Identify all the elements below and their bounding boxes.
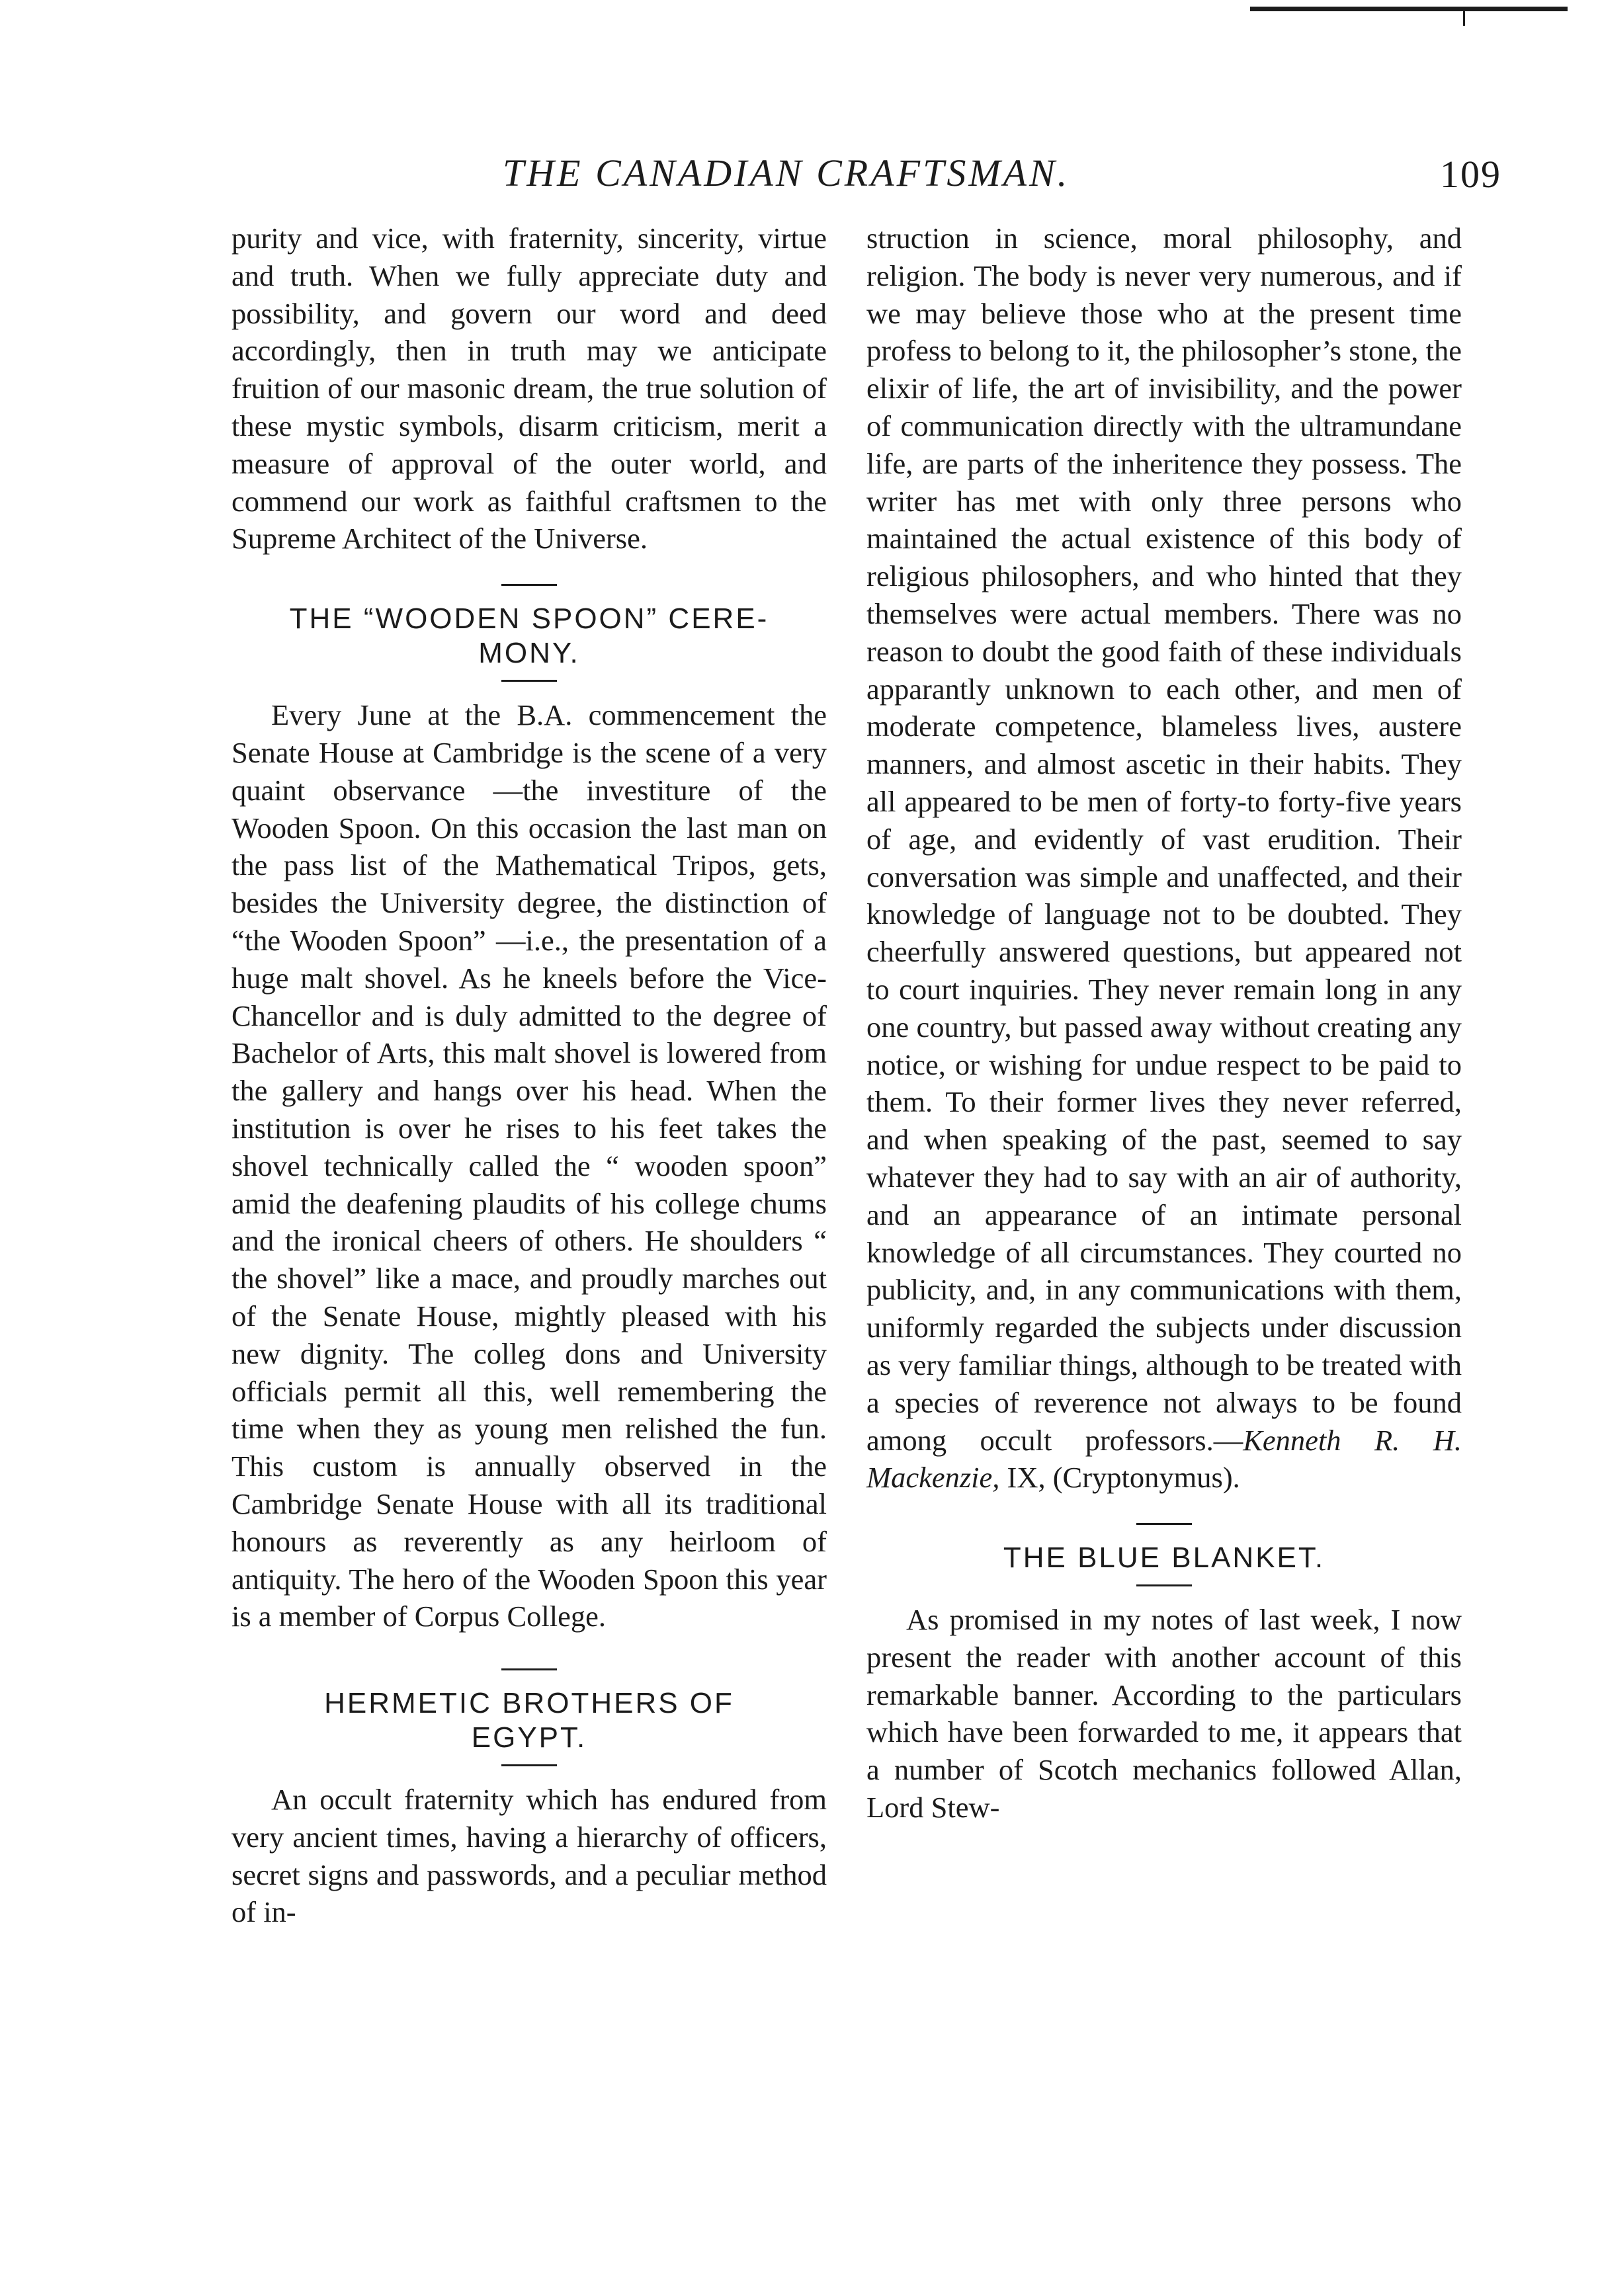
hermetic-paragraph-continued <box>866 220 1462 1496</box>
wooden-spoon-paragraph: Every June at the B.A. commencement the Senate House at Cambridge is the scene of a very quaint observance —the investiture of the Wooden Spoon. On this occasion the last man on the pass list of the Mathematical Tripos, gets, besides the University degree, the distinction of “the Wooden Spoon” —i.e., the presentation of a huge malt shovel. As he kneels before the Vice-Chancellor and is duly admitted to the degree of Bachelor of Arts, this malt shovel is lowered from the gallery and hangs over his head. When the institution is over he rises to his feet takes the shovel technically called the “ wooden spoon” amid the deafening plaudits of his college chums and the ironical cheers of others. He shoulders “ the shovel” like a mace, and proudly marches out of the Senate House, mightly pleased with his new dignity. The colleg dons and University officials permit all this, well remembering the time when they as young men relished the fun. This custom is annually observed in the Cambridge Senate House with all its traditional honours as reverently as any heirloom of antiquity. The hero of the Wooden Spoon this year is a member of Corpus College. <box>231 698 827 1633</box>
right-column <box>866 220 1462 1826</box>
hermetic-heading-line2: EGYPT. <box>471 1721 587 1754</box>
heading-underline <box>1136 1584 1192 1586</box>
heading-underline <box>501 1764 557 1766</box>
hermetic-heading-line1: HERMETIC BROTHERS OF <box>324 1687 734 1720</box>
blue-blanket-heading: THE BLUE BLANKET. <box>1003 1541 1325 1575</box>
heading-underline <box>501 680 557 682</box>
page-number: 109 <box>1440 153 1501 196</box>
author-signature: Kenneth R. H. Mackenzie, <box>866 1423 1462 1495</box>
running-header <box>231 145 1501 205</box>
running-title: THE CANADIAN CRAFTSMAN. <box>503 151 1070 194</box>
wooden-spoon-heading-line1: THE “WOODEN SPOON” CERE- <box>289 602 769 636</box>
author-signature-suffix: IX, (Cryptonymus). <box>1007 1461 1240 1495</box>
left-column <box>231 220 827 1931</box>
section-divider <box>1136 1523 1192 1525</box>
blue-blanket-paragraph: As promised in my notes of last week, I now present the reader with another account of this remarkable banner. According to the particulars which have been forwarded to me, it appears that a number of Scotch mechanics followed Allan, Lord Stew- <box>866 1603 1462 1824</box>
hermetic-body-text: struction in science, moral philosophy, and religion. The body is never very numerous, and if we may believe those who at the present time profess to belong to it, the philosopher’s stone, the elixir of life, the art of invisibility, and the power of communication directly with the ultramundane life, are parts of the inheritence they possess. The writer has met with only three persons who maintained the actual existence of this body of religious philosophers, and who hinted that they themselves were actual members. There was no reason to doubt the good faith of these individuals apparantly unknown to each other, and men of moderate competence, blameless lives, austere manners, and almost ascetic in their habits. They all appeared to be men of forty-to forty-five years of age, and evidently of vast erudition. Their conversation was simple and unaffected, and their knowledge of language not to be doubted. They cheerfully answered questions, but appeared not to court inquiries. They never remain long in any one country, but passed away without creating any notice, or wishing for undue respect to be paid to them. To their former lives they never referred, and when speaking of the past, seemed to say whatever they had to say with an air of authority, and an appearance of an intimate personal knowledge of all circumstances. They courted no publicity, and, in any communications with them, uniformly regarded the subjects under discussion as very familiar things, although to be treated with a species of reverence not always to be found among occult professors.— <box>866 222 1462 1457</box>
section-divider <box>501 1668 557 1670</box>
section-divider <box>501 584 557 586</box>
top-edge-rule <box>1250 7 1568 11</box>
wooden-spoon-heading-line2: MONY. <box>478 637 580 670</box>
top-edge-tick <box>1463 11 1465 26</box>
intro-paragraph: purity and vice, with fraternity, sincerity, virtue and truth. When we fully appreciate duty and possibility, and govern our word and deed accordingly, then in truth may we anticipate fruition of our masonic dream, the true solution of these mystic symbols, disarm criticism, merit a measure of approval of the outer world, and commend our work as faithful craftsmen to the Supreme Architect of the Universe. <box>231 222 827 555</box>
hermetic-paragraph-start: An occult fraternity which has endured from very ancient times, having a hierarchy of officers, secret signs and passwords, and a peculiar method of in- <box>231 1783 827 1929</box>
